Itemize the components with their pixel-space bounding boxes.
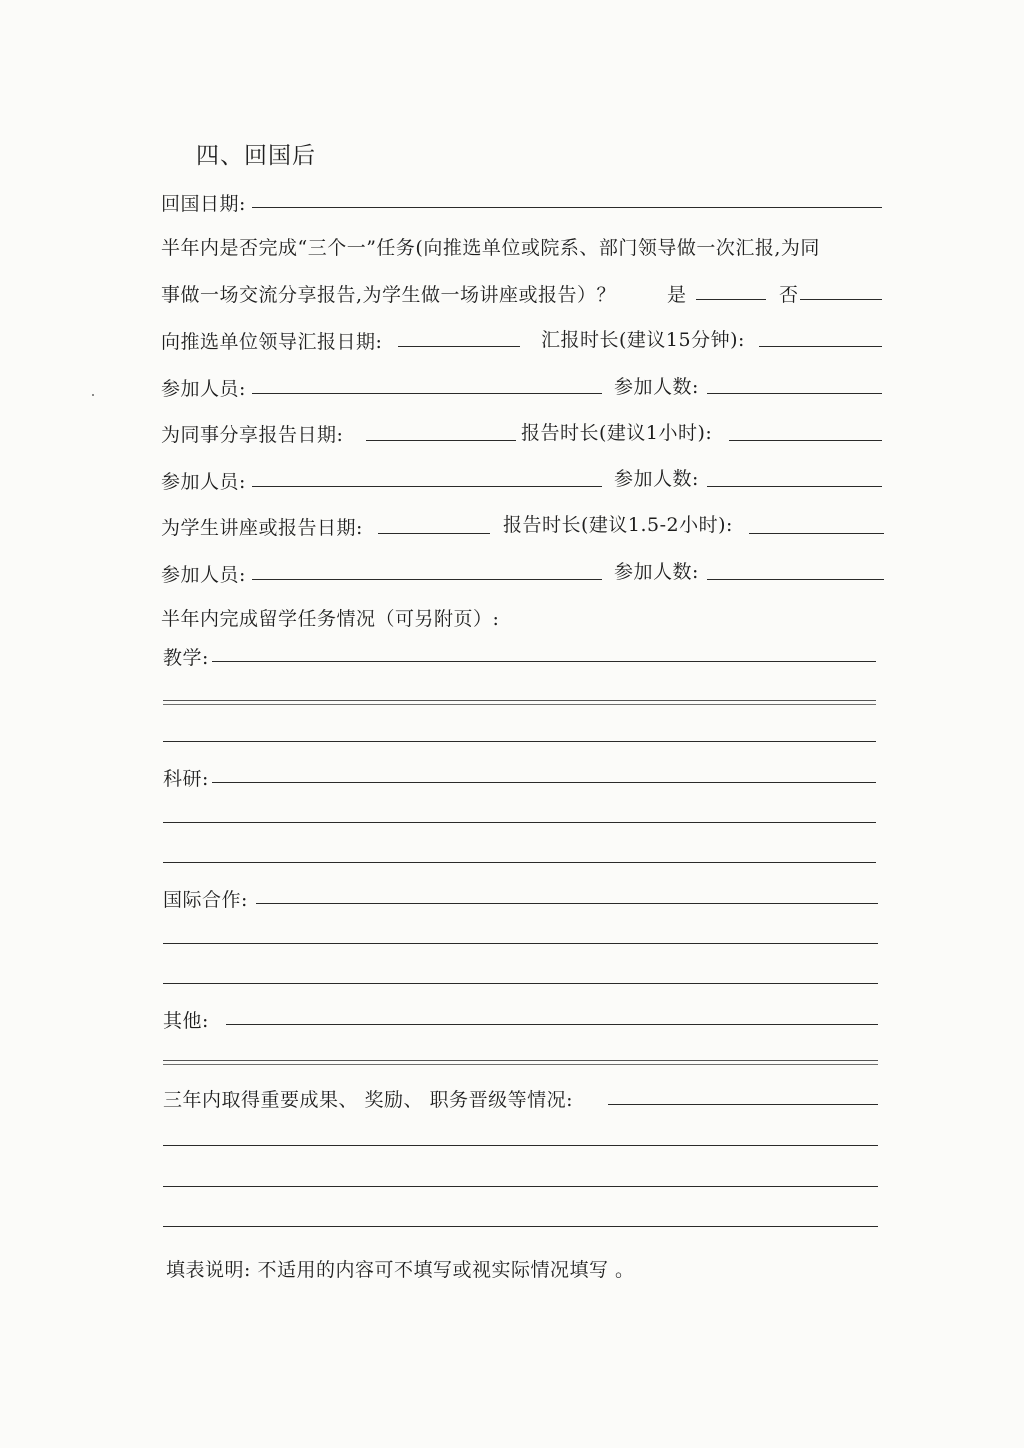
student-lecture-date-field[interactable] xyxy=(378,533,490,534)
teaching-field-line-3[interactable] xyxy=(163,741,876,742)
intl-coop-field-line-1[interactable] xyxy=(256,903,878,904)
colleague-participants-field[interactable] xyxy=(252,486,602,487)
colleague-report-date-label: 为同事分享报告日期: xyxy=(161,424,344,446)
student-count-field[interactable] xyxy=(707,579,884,580)
achievements-field-line-3[interactable] xyxy=(163,1186,878,1187)
other-field-line-1[interactable] xyxy=(226,1024,878,1025)
colleague-participants-label: 参加人员: xyxy=(161,471,246,493)
leader-report-date-label: 向推选单位领导汇报日期: xyxy=(161,331,383,353)
scan-speck xyxy=(92,394,94,396)
other-field-line-2[interactable] xyxy=(163,1060,878,1061)
leader-participants-field[interactable] xyxy=(252,393,602,394)
teaching-field-line-2-shadow xyxy=(163,704,876,705)
intl-coop-label: 国际合作: xyxy=(163,889,248,911)
yes-field[interactable] xyxy=(696,299,766,300)
leader-count-field[interactable] xyxy=(707,393,882,394)
achievements-field-line-4[interactable] xyxy=(163,1226,878,1227)
form-note: 填表说明: 不适用的内容可不填写或视实际情况填写 。 xyxy=(166,1259,635,1281)
colleague-report-duration-field[interactable] xyxy=(729,440,882,441)
teaching-label: 教学: xyxy=(163,647,209,669)
research-field-line-1[interactable] xyxy=(212,782,876,783)
colleague-count-label: 参加人数: xyxy=(614,468,699,490)
research-field-line-2[interactable] xyxy=(163,822,876,823)
research-label: 科研: xyxy=(163,768,209,790)
leader-report-duration-field[interactable] xyxy=(759,346,882,347)
no-label: 否 xyxy=(779,284,799,306)
leader-count-label: 参加人数: xyxy=(614,376,699,398)
leader-participants-label: 参加人员: xyxy=(161,378,246,400)
research-field-line-3[interactable] xyxy=(163,862,876,863)
teaching-field-line-2[interactable] xyxy=(163,700,876,701)
yes-label: 是 xyxy=(667,284,687,306)
intl-coop-field-line-3[interactable] xyxy=(163,983,878,984)
return-date-field[interactable] xyxy=(252,207,882,208)
teaching-field-line-1[interactable] xyxy=(212,661,876,662)
student-count-label: 参加人数: xyxy=(614,561,699,583)
tasks-heading: 半年内完成留学任务情况（可另附页）: xyxy=(161,608,500,630)
three-one-question-line1: 半年内是否完成“三个一”任务(向推选单位或院系、部门领导做一次汇报,为同 xyxy=(161,237,820,259)
colleague-count-field[interactable] xyxy=(707,486,882,487)
student-participants-label: 参加人员: xyxy=(161,564,246,586)
section-title: 四、回国后 xyxy=(196,143,316,169)
other-field-line-2-shadow xyxy=(163,1064,878,1065)
colleague-report-duration-label: 报告时长(建议1小时): xyxy=(521,422,713,444)
student-lecture-duration-label: 报告时长(建议1.5-2小时): xyxy=(503,514,733,536)
leader-report-duration-label: 汇报时长(建议15分钟): xyxy=(541,329,745,351)
achievements-field-line-1[interactable] xyxy=(608,1104,878,1105)
student-lecture-date-label: 为学生讲座或报告日期: xyxy=(161,517,363,539)
intl-coop-field-line-2[interactable] xyxy=(163,943,878,944)
achievements-field-line-2[interactable] xyxy=(163,1145,878,1146)
student-lecture-duration-field[interactable] xyxy=(749,533,884,534)
leader-report-date-field[interactable] xyxy=(398,346,520,347)
three-one-question-line2: 事做一场交流分享报告,为学生做一场讲座或报告）？ xyxy=(161,284,617,306)
colleague-report-date-field[interactable] xyxy=(366,440,516,441)
no-field[interactable] xyxy=(800,299,882,300)
return-date-label: 回国日期: xyxy=(161,193,246,215)
achievements-label: 三年内取得重要成果、 奖励、 职务晋级等情况: xyxy=(163,1089,573,1111)
other-label: 其他: xyxy=(163,1010,209,1032)
student-participants-field[interactable] xyxy=(252,579,602,580)
